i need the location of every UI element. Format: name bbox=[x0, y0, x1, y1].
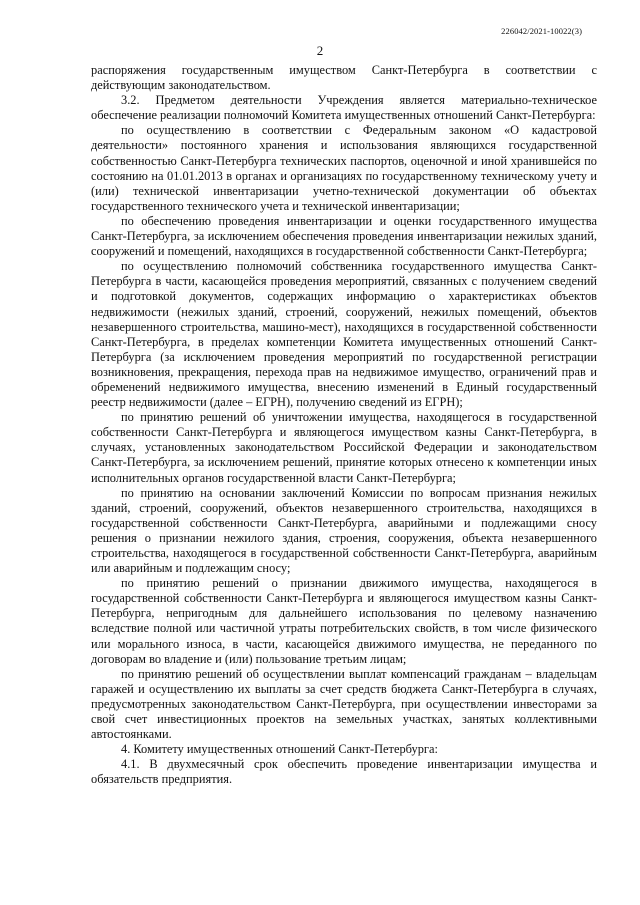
paragraph-cadastral-storage: по осуществлению в соответствии с Федеральным законом «О кадастровой деятельности» постоянного хранения и использования являющихся государственной собственностью Санкт-Петербурга технических паспортов, оценочной и иной хранившейся по состоянию на 01.01.2013 в органах и организациях по государственному техническому учету и (или) технической инвентаризации учетно-технической документации об объектах государственного технического учета и технической инвентаризации; bbox=[91, 123, 597, 213]
document-body bbox=[91, 63, 597, 788]
paragraph-3-2: 3.2. Предметом деятельности Учреждения является материально-техническое обеспечение реализации полномочий Комитета имущественных отношений Санкт-Петербурга: bbox=[91, 93, 597, 123]
document-registration-number: 226042/2021-10022(3) bbox=[501, 26, 582, 36]
paragraph-owner-powers: по осуществлению полномочий собственника государственного имущества Санкт-Петербурга в части, касающейся проведения мероприятий, связанных с получением сведений и подготовкой документов, содержащих информацию о характеристиках объектов недвижимости (нежилых зданий, строений, сооружений, нежилых помещений, объектов незавершенного строительства, машино-мест), находящихся в государственной собственности Санкт-Петербурга, в пределах компетенции Комитета имущественных отношений Санкт-Петербурга (за исключением проведения мероприятий по государственной регистрации возникновения, прекращения, перехода прав на недвижимое имущество, ограничений прав и обременений недвижимого имущества, внесению изменений в Единый государственный реестр недвижимости (далее – ЕГРН), получению сведений из ЕГРН); bbox=[91, 259, 597, 410]
paragraph-4-1: 4.1. В двухмесячный срок обеспечить проведение инвентаризации имущества и обязательств предприятия. bbox=[91, 757, 597, 787]
paragraph-property-destruction: по принятию решений об уничтожении имущества, находящегося в государственной собственности Санкт-Петербурга и являющегося имуществом казны Санкт-Петербурга, в случаях, установленных законодательством Российской Федерации и законодательством Санкт-Петербурга, за исключением решений, принятие которых отнесено к компетенции иных исполнительных органов государственной власти Санкт-Петербурга; bbox=[91, 410, 597, 485]
paragraph-emergency-buildings: по принятию на основании заключений Комиссии по вопросам признания нежилых зданий, строений, сооружений, объектов незавершенного строительства, находящихся в государственной собственности Санкт-Петербурга, аварийными и подлежащими сносу решения о признании нежилого здания, строения, сооружения, объекта незавершенного строительства, находящегося в государственной собственности Санкт-Петербурга, аварийным или аварийным и подлежащим сносу; bbox=[91, 485, 597, 576]
paragraph-garage-compensation: по принятию решений об осуществлении выплат компенсаций гражданам – владельцам гаражей и осуществлению их выплаты за счет средств бюджета Санкт-Петербурга в случаях, предусмотренных законодательством Санкт-Петербурга, при осуществлении инвесторами за свой счет инвестиционных проектов на земельных участках, занятых коллективными автостоянками. bbox=[91, 666, 597, 742]
paragraph-4: 4. Комитету имущественных отношений Санкт-Петербурга: bbox=[121, 742, 438, 757]
page-number: 2 bbox=[316, 43, 324, 58]
paragraph-continuation: распоряжения государственным имуществом Санкт-Петербурга в соответствии с действующим законодательством. bbox=[91, 63, 597, 93]
paragraph-movable-property: по принятию решений о признании движимого имущества, находящегося в государственной собственности Санкт-Петербурга и являющегося имуществом казны Санкт-Петербурга, непригодным для дальнейшего использования по целевому назначению вследствие полной или частичной утраты потребительских свойств, в том числе физического или морального износа, в части, касающейся движимого имущества, не переданного по договорам во владение и (или) пользование третьим лицам; bbox=[91, 576, 597, 666]
paragraph-inventory-valuation: по обеспечению проведения инвентаризации и оценки государственного имущества Санкт-Петербурга, за исключением обеспечения проведения инвентаризации нежилых зданий, сооружений и помещений, находящихся в государственной собственности Санкт-Петербурга; bbox=[91, 213, 597, 259]
